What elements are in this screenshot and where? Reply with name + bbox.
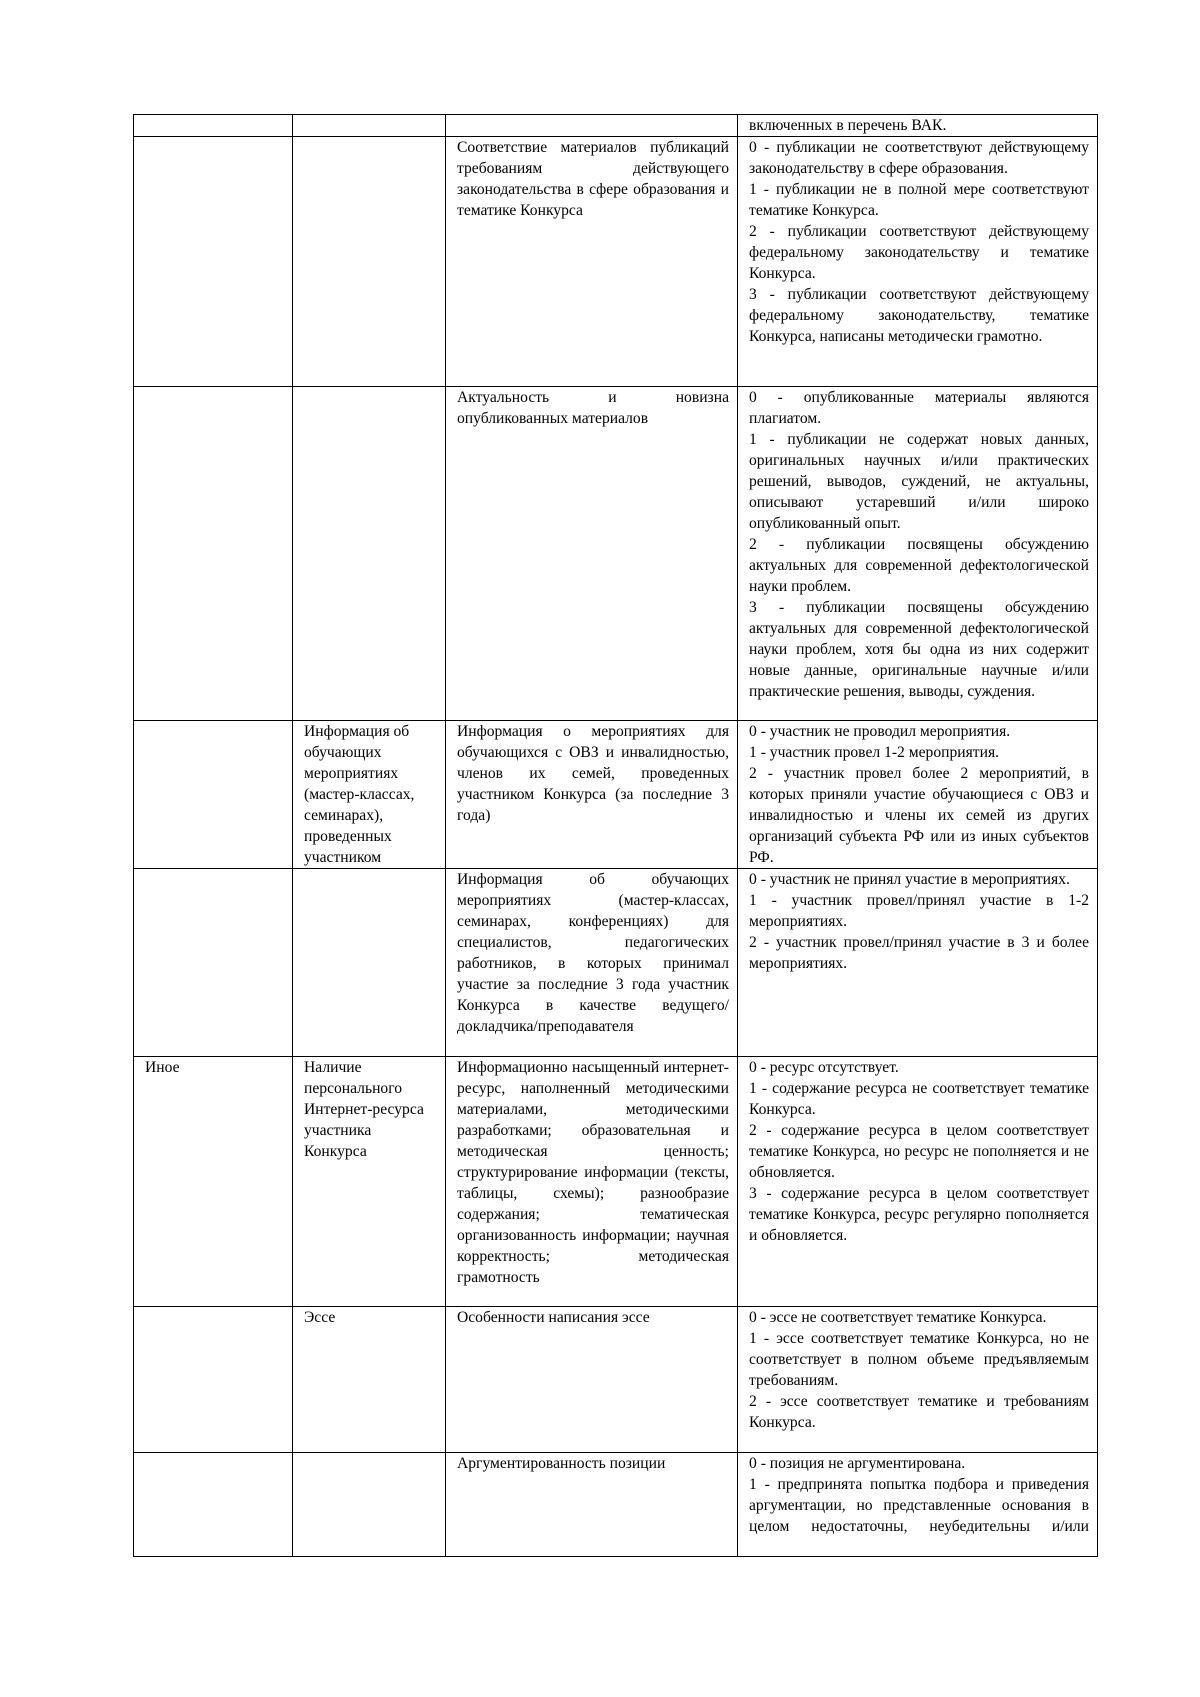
category-cell bbox=[134, 115, 293, 137]
table-row bbox=[134, 137, 1098, 387]
criterion-cell: Информация об обучающих мероприятиях (мастер-классах, семинарах, конференциях) для специалистов, педагогических работников, в которых принимал участие за последние 3 года участник Конкурса в качестве ведущего/докладчика/преподавателя bbox=[446, 869, 738, 1057]
criterion-cell bbox=[446, 115, 738, 137]
table-row bbox=[134, 1453, 1098, 1557]
score-level: 0 - эссе не соответствует тематике Конкурса. bbox=[749, 1309, 1047, 1326]
indicator-cell: Эссе bbox=[293, 1307, 446, 1453]
criterion-cell: Информационно насыщенный интернет-ресурс, наполненный методическими материалами, методическими разработками; образовательная и методическая ценность; структурирование информации (тексты, таблицы, схемы); разнообразие содержания; тематическая организованность информации; научная корректность; методическая грамотность bbox=[446, 1057, 738, 1307]
indicator-cell bbox=[293, 115, 446, 137]
table-row bbox=[134, 387, 1098, 721]
table-row bbox=[134, 115, 1098, 137]
criterion-cell: Соответствие материалов публикаций требованиям действующего законодательства в сфере образования и тематике Конкурса bbox=[446, 137, 738, 387]
score-level: 1 - участник провел 1-2 мероприятия. bbox=[749, 744, 1000, 761]
score-level: 2 - публикации посвящены обсуждению актуальных для современной дефектологической науки проблем. bbox=[749, 536, 1089, 595]
score-level: 0 - опубликованные материалы являются плагиатом. bbox=[749, 389, 1089, 427]
score-level: 2 - эссе соответствует тематике и требованиям Конкурса. bbox=[749, 1393, 1089, 1431]
indicator-cell bbox=[293, 387, 446, 721]
score-level: 3 - содержание ресурса в целом соответствует тематике Конкурса, ресурс регулярно пополняется и обновляется. bbox=[749, 1185, 1089, 1244]
indicator-cell bbox=[293, 869, 446, 1057]
score-cell bbox=[738, 115, 1098, 137]
score-level: 1 - участник провел/принял участие в 1-2 мероприятиях. bbox=[749, 892, 1089, 930]
score-level: 2 - публикации соответствуют действующему федеральному законодательству и тематике Конкурса. bbox=[749, 223, 1089, 282]
score-level: 1 - публикации не содержат новых данных, оригинальных научных и/или практических решений, выводов, суждений, не актуальны, описывают устаревший и/или широко опубликованный опыт. bbox=[749, 431, 1089, 532]
indicator-cell bbox=[293, 137, 446, 387]
score-level: 2 - участник провел/принял участие в 3 и более мероприятиях. bbox=[749, 934, 1089, 972]
indicator-cell: Информация об обучающих мероприятиях (мастер-классах, семинарах), проведенных участником bbox=[293, 721, 446, 869]
score-level: 3 - публикации соответствуют действующему федеральному законодательству, тематике Конкурса, написаны методически грамотно. bbox=[749, 286, 1089, 345]
criterion-cell: Информация о мероприятиях для обучающихся с ОВЗ и инвалидностью, членов их семей, проведенных участником Конкурса (за последние 3 года) bbox=[446, 721, 738, 869]
score-level: 1 - предпринята попытка подбора и приведения аргументации, но представленные основания в целом недостаточны, неубедительны и/или bbox=[749, 1476, 1089, 1535]
category-cell bbox=[134, 137, 293, 387]
category-cell bbox=[134, 387, 293, 721]
score-cell bbox=[738, 137, 1098, 387]
score-cell bbox=[738, 1453, 1098, 1557]
score-cell bbox=[738, 869, 1098, 1057]
score-level: 1 - содержание ресурса не соответствует тематике Конкурса. bbox=[749, 1080, 1089, 1118]
criterion-cell: Актуальность и новизна опубликованных материалов bbox=[446, 387, 738, 721]
evaluation-criteria-table bbox=[133, 114, 1098, 1557]
score-level: включенных в перечень ВАК. bbox=[749, 117, 947, 134]
score-level: 2 - участник провел более 2 мероприятий, в которых приняли участие обучающиеся с ОВЗ и инвалидностью и члены их семей из других организаций субъекта РФ или из иных субъектов РФ. bbox=[749, 765, 1089, 866]
indicator-cell bbox=[293, 1453, 446, 1557]
category-cell: Иное bbox=[134, 1057, 293, 1307]
score-level: 1 - эссе соответствует тематике Конкурса, но не соответствует в полном объеме предъявляемым требованиям. bbox=[749, 1330, 1089, 1389]
score-level: 1 - публикации не в полной мере соответствуют тематике Конкурса. bbox=[749, 181, 1089, 219]
score-level: 0 - публикации не соответствуют действующему законодательству в сфере образования. bbox=[749, 139, 1089, 177]
table-row bbox=[134, 1057, 1098, 1307]
document-page bbox=[133, 114, 1097, 1557]
category-cell bbox=[134, 1453, 293, 1557]
category-cell bbox=[134, 869, 293, 1057]
score-level: 0 - позиция не аргументирована. bbox=[749, 1455, 966, 1472]
category-cell bbox=[134, 1307, 293, 1453]
indicator-cell: Наличие персонального Интернет-ресурса участника Конкурса bbox=[293, 1057, 446, 1307]
criterion-cell: Аргументированность позиции bbox=[446, 1453, 738, 1557]
table-row bbox=[134, 869, 1098, 1057]
category-cell bbox=[134, 721, 293, 869]
table-row bbox=[134, 1307, 1098, 1453]
score-cell bbox=[738, 387, 1098, 721]
score-cell bbox=[738, 721, 1098, 869]
criterion-cell: Особенности написания эссе bbox=[446, 1307, 738, 1453]
score-level: 0 - участник не принял участие в мероприятиях. bbox=[749, 871, 1070, 888]
score-cell bbox=[738, 1057, 1098, 1307]
score-level: 2 - содержание ресурса в целом соответствует тематике Конкурса, но ресурс не пополняется и не обновляется. bbox=[749, 1122, 1089, 1181]
score-level: 3 - публикации посвящены обсуждению актуальных для современной дефектологической науки проблем, хотя бы одна из них содержит новые данные, оригинальные научные и/или практические решения, выводы, суждения. bbox=[749, 599, 1089, 700]
score-cell bbox=[738, 1307, 1098, 1453]
score-level: 0 - ресурс отсутствует. bbox=[749, 1059, 899, 1076]
score-level: 0 - участник не проводил мероприятия. bbox=[749, 723, 1011, 740]
table-row bbox=[134, 721, 1098, 869]
